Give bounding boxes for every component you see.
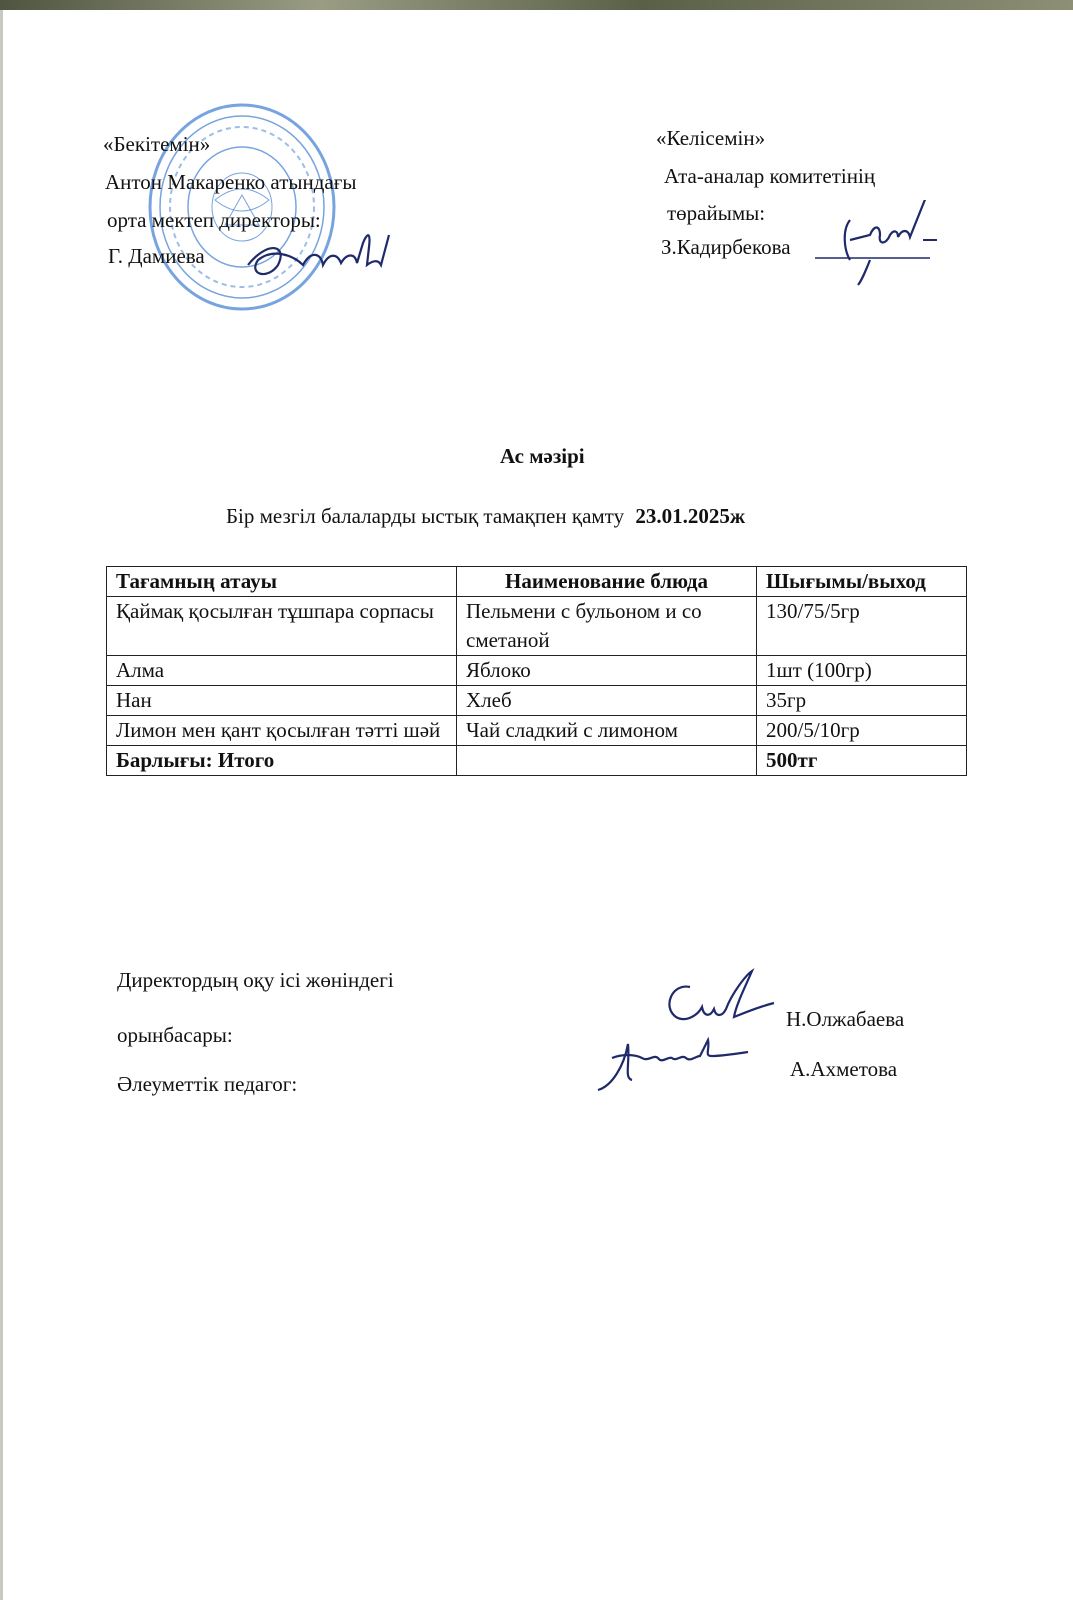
- table-row: [107, 656, 967, 686]
- director-signature-icon: [240, 225, 400, 285]
- deputy-signature-icon: [660, 965, 785, 1035]
- menu-heading: Ас мәзірі: [500, 444, 585, 468]
- table-row: [107, 716, 967, 746]
- approval-line2: орта мектеп директоры:: [107, 208, 321, 232]
- table-row: [107, 597, 967, 656]
- menu-table: [106, 566, 967, 776]
- agreement-line2: төрайымы:: [667, 201, 766, 225]
- menu-subtitle: [226, 506, 745, 527]
- approval-title: «Бекітемін»: [103, 132, 211, 156]
- pedagogue-signature-icon: [590, 1028, 760, 1098]
- total-label: Барлығы: Итого: [107, 746, 457, 776]
- deputy-title-line2: орынбасары:: [117, 1023, 233, 1047]
- table-cell: Чай сладкий с лимоном: [457, 716, 757, 746]
- column-header: Наименование блюда: [457, 567, 757, 597]
- table-cell: Қаймақ қосылған тұшпара сорпасы: [107, 597, 457, 656]
- deputy-name: Н.Олжабаева: [786, 1007, 905, 1031]
- table-cell: Пельмени с бульоном и со сметаной: [457, 597, 757, 656]
- page-edge: [0, 10, 3, 1600]
- table-total-row: [107, 746, 967, 776]
- table-cell: Яблоко: [457, 656, 757, 686]
- table-cell: 130/75/5гр: [757, 597, 967, 656]
- table-cell: Лимон мен қант қосылған тәтті шәй: [107, 716, 457, 746]
- agreement-line1: Ата-аналар комитетінің: [664, 164, 876, 188]
- total-empty-cell: [457, 746, 757, 776]
- committee-signature-icon: [815, 200, 940, 290]
- table-cell: Хлеб: [457, 686, 757, 716]
- subtitle-text: Бір мезгіл балаларды ыстық тамақпен қамту: [226, 504, 625, 528]
- table-cell: Алма: [107, 656, 457, 686]
- table-cell: 1шт (100гр): [757, 656, 967, 686]
- photo-background-strip: [0, 0, 1073, 10]
- deputy-title-line1: Директордың оқу ісі жөніндегі: [117, 968, 394, 992]
- agreement-title: «Келісемін»: [656, 126, 766, 150]
- column-header: Шығымы/выход: [757, 567, 967, 597]
- table-cell: 200/5/10гр: [757, 716, 967, 746]
- menu-date: 23.01.2025ж: [635, 504, 746, 528]
- column-header: Тағамның атауы: [107, 567, 457, 597]
- table-header-row: [107, 567, 967, 597]
- social-pedagogue-title: Әлеуметтік педагог:: [117, 1072, 298, 1096]
- table-cell: 35гр: [757, 686, 967, 716]
- approval-name: Г. Дамиева: [108, 244, 205, 268]
- agreement-name: З.Кадирбекова: [661, 235, 791, 259]
- total-value: 500тг: [757, 746, 967, 776]
- table-cell: Нан: [107, 686, 457, 716]
- pedagogue-name: А.Ахметова: [790, 1057, 898, 1081]
- table-row: [107, 686, 967, 716]
- approval-line1: Антон Макаренко атындағы: [105, 170, 357, 194]
